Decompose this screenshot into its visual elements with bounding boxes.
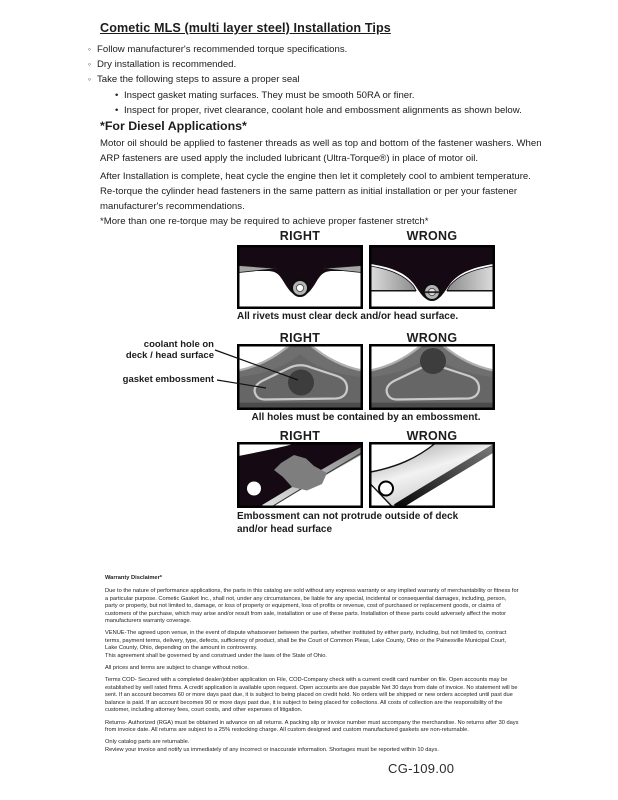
diesel-section-heading: *For Diesel Applications* <box>100 119 247 133</box>
rivet-caption: All rivets must clear deck and/or head surface. <box>237 311 459 322</box>
open-bullet-icon: ◦ <box>88 74 92 85</box>
list-item <box>88 42 548 57</box>
embossment-caption: All holes must be contained by an embossment. <box>251 412 481 423</box>
retorque-note: *More than one re-torque may be required to achieve proper fastener stretch* <box>100 216 429 227</box>
warranty-disclaimer <box>105 575 519 759</box>
legal-paragraph: Returns- Authorized (RGA) must be obtained in advance on all returns. A packing slip or invoice number must accompany the merchandise. No returns after 30 days from invoice date. All returns are subject to a 25% restocking charge. All custom designed and custom manufactured gaskets are non-returnable. <box>105 719 519 733</box>
list-item <box>88 57 548 72</box>
tip-text: Follow manufacturer's recommended torque specifications. <box>97 44 348 55</box>
legal-paragraph: Only catalog parts are returnable. <box>105 739 190 746</box>
list-item <box>88 88 548 103</box>
tip-text: Inspect for proper, rivet clearance, coolant hole and embossment alignments as shown below. <box>124 104 522 116</box>
list-item <box>88 72 548 87</box>
legal-paragraph: Terms COD- Secured with a completed dealer/jobber application on File, COD-Company check with a current credit card number on file. Open accounts may be established by well rated firms. A credit application is available upon request. Open accounts are due payable Net 30 days from date of invoice. No statement will be sent. If an account becomes 60 or more days past due, it is subject to being placed on credit hold. No orders will be shipped or new orders accepted until past due balance is paid. If an account becomes 90 or more days past due, it is subject to being placed for collections. All costs of collection are the responsibility of the customer, including attorney fees, court costs, and other expenses of litigation. <box>105 677 518 714</box>
open-bullet-icon: ◦ <box>88 44 92 54</box>
filled-bullet-icon: • <box>115 89 119 101</box>
diagram-protrusion-wrong <box>369 442 495 508</box>
diagram-rivet-wrong <box>369 245 495 309</box>
legal-paragraph: All prices and terms are subject to change without notice. <box>105 665 249 672</box>
diagram-embossment-right <box>237 344 363 410</box>
installation-tips-list <box>88 42 548 118</box>
page-number: CG-109.00 <box>388 761 455 776</box>
right-heading: RIGHT <box>279 331 321 345</box>
tip-text: Take the following steps to assure a proper seal <box>97 74 300 86</box>
legal-paragraph: This agreement shall be governed by and construed under the laws of the State of Ohio. <box>105 652 327 659</box>
legal-paragraph: VENUE-The agreed upon venue, in the event of dispute whatsoever between the parties, whether instituted by either party, including, but not limited to, contract terms, payment terms, delivery, type, defects, sufficiency of product, shall be the Court of Common Pleas, Lake County, Ohio or the Painesville Municipal Court, Lake County, Ohio, depending on the amount in controversy. <box>105 630 507 652</box>
diagram-embossment-wrong <box>369 344 495 410</box>
wrong-heading: WRONG <box>406 229 458 243</box>
diesel-paragraph-1: Motor oil should be applied to fastener threads as well as top and bottom of the fastener washers. When ARP fasteners are used apply the included lubricant (Ultra-Torque®) in place of motor oil. <box>100 138 542 165</box>
warranty-heading: Warranty Disclaimer* <box>105 575 163 581</box>
diagram-rivet-right <box>237 245 363 309</box>
tip-text: Dry installation is recommended. <box>97 59 237 71</box>
wrong-heading: WRONG <box>406 331 458 345</box>
page-title: Cometic MLS (multi layer steel) Installation Tips <box>100 21 391 35</box>
right-heading: RIGHT <box>279 229 321 243</box>
gasket-embossment-label: gasket embossment <box>122 374 214 385</box>
diesel-paragraph-2: After Installation is complete, heat cycle the engine then let it completely cool to ambient temperature. Re-torque the cylinder head fasteners in the same pattern as initial installation or per your fastener manufacturer's recommendations. <box>100 171 531 213</box>
coolant-hole-label: coolant hole on deck / head surface <box>125 339 214 361</box>
filled-bullet-icon: • <box>115 104 119 116</box>
diagram-protrusion-right <box>237 442 363 508</box>
legal-paragraph: Review your invoice and notify us immediately of any incorrect or inaccurate information. Shortages must be reported within 10 days. <box>105 746 439 753</box>
protrusion-caption: Embossment can not protrude outside of deck and/or head surface <box>237 511 459 535</box>
open-bullet-icon: ◦ <box>88 59 92 70</box>
right-heading: RIGHT <box>279 429 321 443</box>
wrong-heading: WRONG <box>406 429 458 443</box>
list-item <box>88 103 548 118</box>
legal-paragraph: Due to the nature of performance applications, the parts in this catalog are sold without any express warranty or any implied warranty of merchantability or fitness for a particular purpose. Cometic Gasket Inc., shall not, under any circumstances, be liable for any special, incidental or consequential damages, including, person, party or property, but not limited to, damage, or loss of property or equipment, loss of profits or revenue, cost of purchased or replacement goods, or claims of customers of the purchase, which may arise and/or result from sale, installation or use of these parts. Installation of these parts could adversely affect the motor manufacturers warranty coverage. <box>105 588 519 625</box>
tip-text: Inspect gasket mating surfaces. They must be smooth 50RA or finer. <box>124 89 415 101</box>
